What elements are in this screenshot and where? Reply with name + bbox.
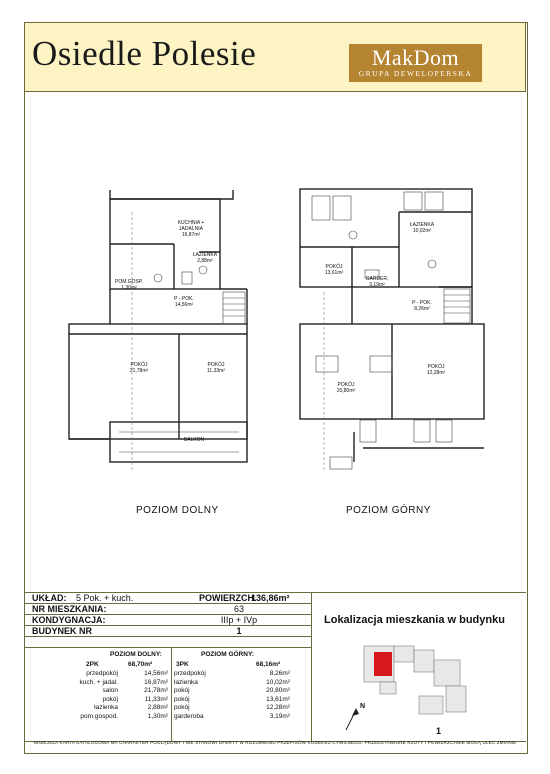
disclaimer: NINIEJSZA KARTA KATALOGOWA MA CHARAKTER POGLĄDOWY I NIE STANOWI OFERTY W ROZUMIENIU PRZEPISÓW KODEKSU CYWILNEGO. PRZEDSTAWIONE RZUTY I POWIERZCHNIE MOGĄ ULEC ZMIANIE <box>33 740 517 745</box>
row-kondygnacja <box>24 615 311 626</box>
powierzch-value: 136,86m² <box>251 593 290 603</box>
upper-row-name: pokój <box>174 704 190 711</box>
lower-level-total: 68,70m² <box>128 661 153 668</box>
powierzch-label: POWIERZCH. <box>199 593 257 603</box>
lower-row-name: pom.gospod. <box>80 712 118 720</box>
nr-label: NR MIESZKANIA: <box>32 604 107 614</box>
north-arrow-icon <box>346 708 359 730</box>
room-name: P - POK. <box>174 296 194 302</box>
upper-row-name: pokój <box>174 695 190 703</box>
upper-level-total: 68,16m² <box>256 661 281 668</box>
lower-row-name: salon <box>102 687 118 694</box>
floor-plans <box>24 92 526 592</box>
room-area: 20,80m² <box>336 388 356 394</box>
room-area: 12,28m² <box>426 370 446 376</box>
location-title: Lokalizacja mieszkania w budynku <box>324 614 505 626</box>
divider <box>24 647 311 648</box>
lower-row-area: 14,56m² <box>144 670 168 677</box>
room-kitchen <box>166 220 216 238</box>
level-label-upper: POZIOM GÓRNY <box>346 505 431 516</box>
room-name: POKÓJ <box>207 362 225 368</box>
upper-row-name: pokój <box>174 687 190 694</box>
room-upper-bathroom <box>402 222 442 234</box>
upper-row-area: 3,19m² <box>269 712 290 720</box>
room-area: 21,78m² <box>129 368 149 374</box>
divider <box>311 593 312 741</box>
room-salon <box>114 362 164 374</box>
logo-brand: MakDom <box>371 45 460 70</box>
room-area: 11,33m² <box>207 368 225 374</box>
north-label: N <box>360 703 366 710</box>
lower-row-area: 2,88m² <box>147 704 168 711</box>
lower-level-header: POZIOM DOLNY: <box>110 651 162 658</box>
lower-level-areas <box>128 670 168 721</box>
lower-row-area: 11,33m² <box>144 695 168 703</box>
upper-row-area: 12,28m² <box>266 704 290 711</box>
lower-level-names <box>58 670 118 721</box>
floor-plan-drawing <box>24 92 526 592</box>
divider <box>171 647 172 741</box>
room-area: 10,02m² <box>412 228 432 234</box>
row-nr <box>24 604 311 615</box>
room-name: ŁAZIENKA <box>409 222 435 228</box>
lower-row-name: przedpokój <box>86 670 118 677</box>
upper-row-area: 8,26m² <box>269 670 290 677</box>
room-area: 3,19m² <box>369 282 385 288</box>
lower-level-code: 2PK <box>86 661 99 668</box>
room-upper-hall <box>404 300 440 312</box>
room-area: 16,87m² <box>181 232 201 238</box>
upper-level-header: POZIOM GÓRNY: <box>201 651 254 658</box>
page-title: Osiedle Polesie <box>32 34 257 73</box>
lower-row-area: 1,30m² <box>147 712 168 720</box>
row-budynek <box>24 626 311 637</box>
apartment-highlight <box>374 652 392 676</box>
row-uklad <box>24 593 311 604</box>
room-name: POKÓJ <box>427 364 445 370</box>
budynek-label: BUDYNEK NR <box>32 626 93 636</box>
room-hall <box>164 296 204 308</box>
room-name: KUCHNIA + JADALNIA <box>177 220 205 232</box>
room-bedroom <box>196 362 236 374</box>
budynek-value: 1 <box>236 626 242 636</box>
room-name: POKÓJ <box>325 264 343 270</box>
upper-row-name: przedpokój <box>174 670 206 677</box>
room-name: GARDER. <box>365 276 389 282</box>
room-name: BALKON <box>183 437 205 443</box>
room-name: POKÓJ <box>337 382 355 388</box>
lower-row-area: 21,78m² <box>144 687 168 694</box>
room-name: P - POK. <box>412 300 432 306</box>
kond-label: KONDYGNACJA: <box>32 615 106 625</box>
level-label-lower: POZIOM DOLNY <box>136 505 219 516</box>
upper-row-area: 20,80m² <box>266 687 290 694</box>
nr-value: 63 <box>233 604 244 614</box>
uklad-value: 5 Pok. + kuch. <box>76 593 134 603</box>
building-location-map <box>324 638 494 738</box>
room-upper-bedroom-3 <box>416 364 456 376</box>
room-area: 13,61m² <box>324 270 344 276</box>
upper-level-code: 3PK <box>176 661 189 668</box>
upper-level-names <box>174 670 224 721</box>
upper-row-area: 13,61m² <box>266 695 290 703</box>
makdom-logo <box>349 44 482 82</box>
room-area: 14,56m² <box>174 302 194 308</box>
room-upper-wardrobe <box>360 276 394 288</box>
room-area: 1,30m² <box>121 285 137 291</box>
room-upper-bedroom-1 <box>314 264 354 276</box>
kond-value: IIIp + IVp <box>220 615 258 625</box>
apartment-info <box>24 592 526 753</box>
building-number-label: 1 <box>436 726 442 736</box>
lower-row-name: pokój <box>102 695 118 703</box>
upper-row-name: łazienka <box>174 678 198 686</box>
uklad-label: UKŁAD: <box>32 593 67 603</box>
lower-row-name: łazienka <box>94 704 118 711</box>
upper-row-name: garderoba <box>174 712 204 720</box>
lower-row-name: kuch. + jadal. <box>79 678 118 686</box>
room-area: 2,88m² <box>197 258 213 264</box>
room-bathroom <box>190 252 220 264</box>
upper-level-areas <box>250 670 290 721</box>
room-utility <box>114 279 144 291</box>
room-name: ŁAZIENKA <box>192 252 218 258</box>
room-name: POKÓJ <box>130 362 148 368</box>
room-area: 8,26m² <box>414 306 430 312</box>
room-name: POM.GOSP. <box>115 279 143 285</box>
logo-subtitle: GRUPA DEWELOPERSKA <box>358 69 473 78</box>
upper-row-area: 10,02m² <box>266 678 290 686</box>
lower-row-area: 16,87m² <box>144 678 168 686</box>
room-upper-bedroom-2 <box>326 382 366 394</box>
room-balcony <box>174 437 214 443</box>
